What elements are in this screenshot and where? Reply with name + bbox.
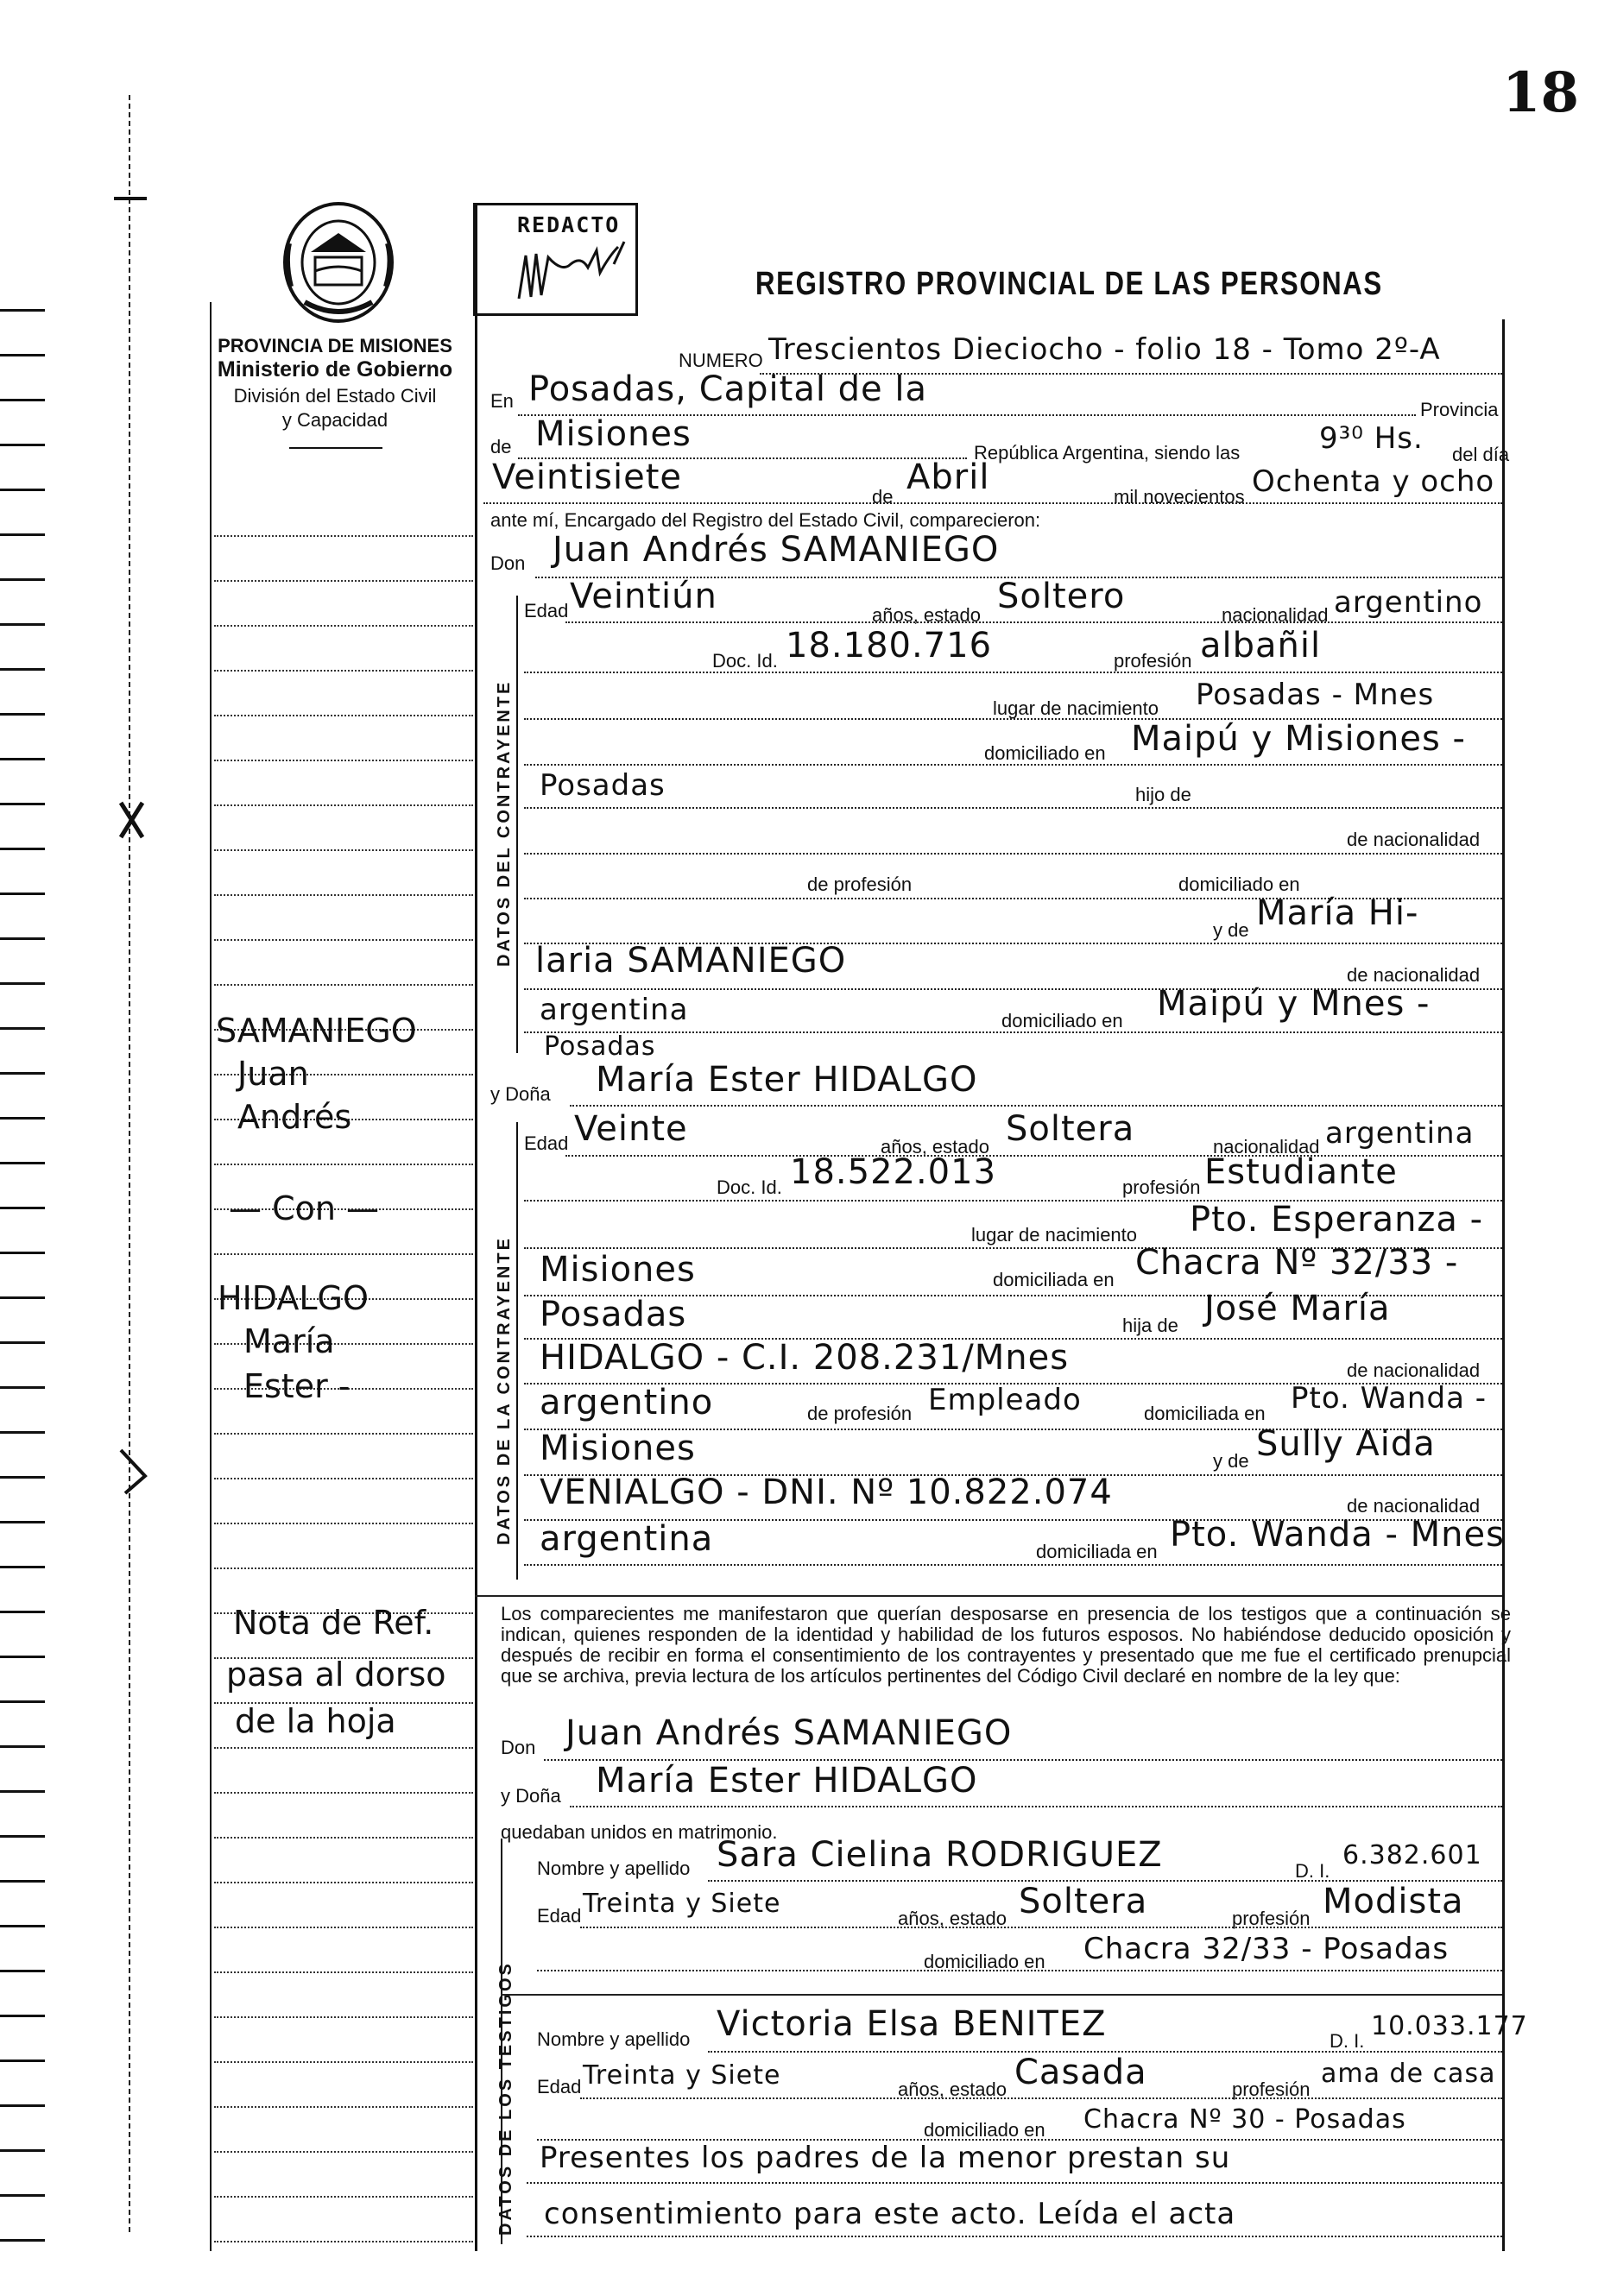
margin-tick: [0, 1521, 45, 1523]
quedaban-text: quedaban unidos en matrimonio.: [501, 1821, 778, 1843]
capacidad-label: y Capacidad: [281, 409, 388, 431]
sidebar-row-line: [214, 1253, 473, 1255]
t2-profesion-label: profesión: [1232, 2078, 1311, 2100]
margin-nombre-1b: Andrés: [237, 1098, 352, 1136]
margin-tick: [0, 893, 45, 895]
margin-tick: [0, 578, 45, 581]
f-edad-label: Edad: [524, 1132, 569, 1154]
margin-tick: [0, 489, 45, 491]
contrayente-f-madre-domicilio: Pto. Wanda - Mnes: [1170, 1515, 1505, 1555]
sidebar-row-line: [214, 2241, 473, 2242]
hijo-de-label: hijo de: [1135, 784, 1191, 805]
lugar-nacimiento-label: lugar de nacimiento: [993, 697, 1159, 719]
margin-tick: [0, 1252, 45, 1254]
sidebar-row-line: [214, 1747, 473, 1749]
sidebar-row-line: [214, 625, 473, 627]
f-lugar-label: lugar de nacimiento: [971, 1224, 1138, 1246]
sidebar-row-line: [214, 670, 473, 672]
sidebar-row-line: [214, 2061, 473, 2063]
sidebar-rule: [289, 447, 382, 449]
closing-line-1: [527, 2182, 1502, 2184]
sidebar-row-line: [214, 1971, 473, 1973]
contrayente-f-nacionalidad: argentina: [1325, 1116, 1475, 1151]
contrayente-f-estado: Soltera: [1006, 1109, 1135, 1149]
f-madre-domiciliada-label: domiciliada en: [1036, 1541, 1158, 1562]
edad-label: Edad: [524, 600, 569, 621]
f-y-de-label: y de: [1213, 1450, 1249, 1472]
margin-tick: [0, 2239, 45, 2242]
contrayente-madre-nacionalidad: argentina: [540, 993, 689, 1027]
profesion-label: profesión: [1114, 650, 1192, 672]
division-label: División del Estado Civil: [233, 385, 437, 407]
sidebar-row-line: [214, 1882, 473, 1883]
t2-anios-label: años, estado: [898, 2078, 1007, 2100]
registry-title: REGISTRO PROVINCIAL DE LAS PERSONAS: [755, 266, 1383, 302]
margin-tick: [0, 1790, 45, 1793]
domiciliado-label: domiciliado en: [984, 742, 1106, 764]
margin-tick: [0, 2194, 45, 2197]
margin-tick: [0, 1296, 45, 1299]
margin-tick: [0, 1027, 45, 1030]
f-nacionalidad-label: nacionalidad: [1213, 1136, 1320, 1157]
doc-line: [524, 672, 1502, 673]
seal-emblem-icon: [281, 200, 397, 325]
sidebar-row-line: [214, 1837, 473, 1839]
closing-line-2: [527, 2236, 1502, 2237]
madre-nacionalidad-label: de nacionalidad: [1347, 964, 1481, 986]
contrayente-f-edad: Veinte: [574, 1109, 688, 1149]
margin-tick: [0, 2104, 45, 2107]
margin-tick: [0, 1700, 45, 1703]
margin-tick: [0, 713, 45, 716]
margin-tick: [0, 1745, 45, 1748]
margin-tick: [0, 982, 45, 985]
contrayente-f-domicilio: Chacra Nº 32/33 -: [1135, 1243, 1459, 1283]
domiciliado2-label: domiciliado en: [1178, 874, 1300, 895]
margin-tick: [0, 1117, 45, 1120]
binding-thread: [95, 95, 190, 2253]
t2-domiciliado-label: domiciliado en: [924, 2119, 1045, 2141]
margin-tick: [0, 1162, 45, 1164]
sidebar-row-line: [214, 939, 473, 941]
margin-tick: [0, 1341, 45, 1344]
margin-tick: [0, 1207, 45, 1209]
margin-apellido-1: SAMANIEGO: [216, 1012, 417, 1050]
dia-line: [483, 502, 1502, 504]
f-profesion-label: profesión: [1122, 1176, 1201, 1198]
contrayente-f-padre-domicilio: Pto. Wanda -: [1291, 1381, 1487, 1416]
contrayente-f-padre-nacionalidad: argentino: [540, 1383, 714, 1422]
contrayente-madre: María Hi-: [1256, 893, 1419, 933]
decl-dona-value: María Ester HIDALGO: [596, 1761, 978, 1801]
t2-estado: Casada: [1014, 2053, 1147, 2092]
contrayente-f-madre-nacionalidad: argentina: [540, 1519, 714, 1559]
t2-edad-line: [580, 2097, 1502, 2099]
contrayente-f-padre: José María: [1204, 1289, 1391, 1328]
mes-value: Abril: [906, 457, 990, 497]
contrayente-domicilio: Maipú y Misiones -: [1131, 719, 1466, 759]
sidebar-left-border: [210, 302, 212, 2251]
f-padre-nacionalidad-label: de nacionalidad: [1347, 1359, 1481, 1381]
province-label: PROVINCIA DE MISIONES: [218, 335, 452, 356]
ministry-label: Ministerio de Gobierno: [217, 357, 453, 382]
margin-nota-3: de la hoja: [235, 1702, 396, 1740]
declaration-rule: [475, 1595, 1502, 1597]
margin-tick: [0, 848, 45, 850]
t1-nombre-label: Nombre y apellido: [537, 1858, 691, 1879]
f-de-profesion-label: de profesión: [807, 1403, 913, 1424]
declaration-text: Los comparecientes me manifestaron que querían desposarse en presencia de los testigos que a continuación se indican, quienes responden de la identidad y habilidad de los futuros esposos. No habiéndose deducido oposición y después de recibir en forma el consentimiento de los contrayentes y presentado que me fue el certificado prenupcial que se archiva, previa lectura de los artículos pertinentes del Código Civil declaré en nombre de la ley que:: [501, 1603, 1511, 1687]
t2-nombre: Victoria Elsa BENITEZ: [717, 2004, 1107, 2044]
t1-domiciliado-label: domiciliado en: [924, 1951, 1045, 1972]
don-label: Don: [490, 552, 526, 574]
republica-label: República Argentina, siendo las: [974, 442, 1241, 464]
nacionalidad-label: nacionalidad: [1222, 604, 1329, 626]
redacto-stamp: [473, 203, 638, 316]
margin-tick: [0, 1476, 45, 1479]
margin-tick: [0, 1386, 45, 1389]
margin-tick: [0, 937, 45, 940]
margin-nombre-2a: María: [243, 1322, 335, 1360]
mil-novecientos-label: mil novecientos: [1114, 486, 1245, 508]
ciudad-value: Posadas, Capital de la: [528, 369, 927, 409]
margin-tick: [0, 444, 45, 446]
contrayente-f-padre2: HIDALGO - C.I. 208.231/Mnes: [540, 1338, 1070, 1378]
numero-value: Trescientos Dieciocho - folio 18 - Tomo 2º-A: [768, 332, 1441, 367]
margin-tick: [0, 1072, 45, 1075]
margin-tick: [0, 1431, 45, 1434]
closing-line-2-text: consentimiento para este acto. Leída el acta: [544, 2197, 1236, 2231]
contrayente-nombre: Juan Andrés SAMANIEGO: [553, 530, 1000, 570]
page-number: 18: [1502, 60, 1580, 125]
contrayente-edad: Veintiún: [570, 577, 717, 616]
sidebar-row-line: [214, 580, 473, 582]
sidebar-row-line: [214, 849, 473, 851]
margin-tick: [0, 533, 45, 536]
t1-profesion-label: profesión: [1232, 1908, 1311, 1929]
domicilio-line: [524, 764, 1502, 766]
de-profesion-label: de profesión: [807, 874, 913, 895]
f-anios-estado-label: años, estado: [881, 1136, 989, 1157]
f-madre3-line: [524, 1564, 1502, 1566]
margin-tick: [0, 399, 45, 401]
contrayente-f-padre-profesion: Empleado: [928, 1383, 1082, 1417]
decl-don-value: Juan Andrés SAMANIEGO: [565, 1713, 1013, 1753]
f-domiciliada-label: domiciliada en: [993, 1269, 1115, 1290]
contrayente-madre-domicilio: Maipú y Mnes -: [1157, 984, 1431, 1024]
contrayente-f-profesion: Estudiante: [1204, 1152, 1398, 1192]
contrayente-madre-domicilio2: Posadas: [544, 1031, 656, 1062]
margin-tick: [0, 1970, 45, 1972]
contrayente-profesion: albañil: [1200, 626, 1322, 665]
stamp-label: REDACTO: [517, 212, 621, 237]
margin-tick: [0, 1566, 45, 1568]
padre-line: [524, 853, 1502, 855]
contrayente-f-lugar: Pto. Esperanza -: [1190, 1200, 1484, 1239]
main-left-border: [475, 205, 477, 2251]
contrayente-f-madre: Sully Aida: [1256, 1424, 1436, 1464]
sidebar-row-line: [214, 1927, 473, 1928]
margin-apellido-2: HIDALGO: [218, 1279, 369, 1317]
decl-dona-label: y Doña: [501, 1785, 561, 1807]
signature-icon: [510, 238, 631, 307]
provincia-label: Provincia: [1420, 399, 1499, 420]
margin-tick: [0, 1611, 45, 1613]
sidebar-row-line: [214, 1433, 473, 1435]
margin-tick: [0, 2149, 45, 2152]
closing-line-1-text: Presentes los padres de la menor prestan su: [540, 2141, 1231, 2175]
y-de-label: y de: [1213, 919, 1249, 941]
sidebar-row-line: [214, 2196, 473, 2198]
testigo-divider: [501, 1994, 1502, 1996]
contrayente-domicilio2: Posadas: [540, 768, 666, 803]
t2-edad-label: Edad: [537, 2076, 582, 2097]
t1-edad-line: [580, 1927, 1502, 1928]
t2-domicilio: Chacra Nº 30 - Posadas: [1083, 2104, 1406, 2135]
contrayente-f-doc: 18.522.013: [790, 1152, 997, 1192]
del-dia-label: del día: [1452, 444, 1510, 465]
sidebar-row-line: [214, 760, 473, 761]
t2-profesion: ama de casa: [1321, 2059, 1496, 2089]
provincia-value: Misiones: [535, 414, 692, 454]
margin-tick: [0, 668, 45, 671]
t2-nombre-label: Nombre y apellido: [537, 2028, 691, 2050]
f-padre-domiciliada-label: domiciliada en: [1144, 1403, 1266, 1424]
contrayente-f-lugar2: Misiones: [540, 1250, 696, 1290]
datos-testigos-label: DATOS DE LOS TESTIGOS: [496, 1961, 515, 2236]
sidebar-row-line: [214, 1567, 473, 1569]
margin-tick: [0, 354, 45, 356]
hija-de-label: hija de: [1122, 1315, 1178, 1336]
margin-tick: [0, 803, 45, 805]
contrayente-2-border: [516, 1122, 518, 1580]
dona-line: [570, 1105, 1502, 1107]
t1-nombre: Sara Cielina RODRIGUEZ: [717, 1835, 1163, 1875]
madre-domiciliado-label: domiciliado en: [1001, 1010, 1123, 1031]
datos-contrayente-f-label: DATOS DE LA CONTRAYENTE: [495, 1236, 514, 1545]
contrayente-f-madre2: VENIALGO - DNI. Nº 10.822.074: [540, 1473, 1113, 1512]
t2-di-label: D. I.: [1330, 2030, 1365, 2052]
t2-di: 10.033.177: [1371, 2011, 1528, 2041]
datos-contrayente-label: DATOS DEL CONTRAYENTE: [495, 679, 514, 967]
margin-nombre-1a: Juan: [237, 1055, 309, 1093]
contrayente-madre2: laria SAMANIEGO: [535, 941, 847, 981]
contrayente-1-border: [516, 596, 518, 1053]
sidebar-row-line: [214, 804, 473, 806]
margin-tick: [0, 623, 45, 626]
margin-tick: [0, 1656, 45, 1658]
t1-anios-label: años, estado: [898, 1908, 1007, 1929]
domicilio2-line: [524, 807, 1502, 809]
edad-line: [565, 621, 1502, 623]
margin-tick: [0, 1835, 45, 1838]
ante-mi-text: ante mí, Encargado del Registro del Estado Civil, comparecieron:: [490, 509, 1041, 531]
numero-label: NUMERO: [679, 350, 763, 371]
dia-value: Veintisiete: [492, 457, 682, 497]
margin-tick: [0, 1925, 45, 1927]
sidebar-row-line: [214, 1523, 473, 1524]
en-label: En: [490, 390, 514, 412]
margin-nombre-2b: Ester -: [243, 1367, 351, 1405]
margin-union: — Con —: [229, 1189, 380, 1227]
margin-tick: [0, 2015, 45, 2017]
margin-tick: [0, 758, 45, 760]
main-right-border: [1502, 319, 1505, 2251]
t2-edad: Treinta y Siete: [583, 2060, 781, 2091]
contrayente-nacionalidad: argentino: [1334, 585, 1483, 620]
t1-edad-label: Edad: [537, 1905, 582, 1927]
provincial-seal: [281, 200, 397, 325]
sidebar-row-line: [214, 894, 473, 896]
contrayente-f-nombre: María Ester HIDALGO: [596, 1060, 978, 1100]
t1-di: 6.382.601: [1342, 1840, 1482, 1870]
y-dona-label: y Doña: [490, 1083, 551, 1105]
sidebar-row-line: [214, 2151, 473, 2153]
f-doc-label: Doc. Id.: [717, 1176, 782, 1198]
hora-value: 9³⁰ Hs.: [1319, 421, 1424, 456]
f-madre-nacionalidad-label: de nacionalidad: [1347, 1495, 1481, 1517]
sidebar-row-line: [214, 1792, 473, 1794]
contrayente-estado: Soltero: [997, 577, 1126, 616]
margin-tick: [0, 2059, 45, 2062]
sidebar-row-line: [214, 535, 473, 537]
margin-tick: [0, 1880, 45, 1883]
contrayente-f-padre-domicilio2: Misiones: [540, 1429, 696, 1468]
margin-nota-2: pasa al dorso: [226, 1656, 446, 1694]
decl-don-label: Don: [501, 1737, 536, 1758]
anio-value: Ochenta y ocho: [1252, 464, 1495, 499]
de-label: de: [490, 436, 512, 457]
sidebar-row-line: [214, 1164, 473, 1165]
decl-dona-line: [570, 1806, 1502, 1807]
sidebar-row-line: [214, 2016, 473, 2018]
de-nacionalidad-label: de nacionalidad: [1347, 829, 1481, 850]
contrayente-doc: 18.180.716: [786, 626, 993, 665]
sidebar-row-line: [214, 715, 473, 716]
t1-domicilio: Chacra 32/33 - Posadas: [1083, 1932, 1450, 1966]
t1-profesion: Modista: [1323, 1882, 1464, 1921]
margin-tick: [0, 309, 45, 312]
sidebar-row-line: [214, 1478, 473, 1479]
de2-label: de: [872, 486, 894, 508]
contrayente-lugar: Posadas - Mnes: [1196, 678, 1435, 712]
contrayente-f-domicilio2: Posadas: [540, 1295, 687, 1334]
margin-nota-1: Nota de Ref.: [233, 1604, 434, 1642]
anios-estado-label: años, estado: [872, 604, 981, 626]
sidebar-row-line: [214, 2106, 473, 2108]
t1-di-label: D. I.: [1295, 1860, 1330, 1882]
t1-edad: Treinta y Siete: [583, 1889, 781, 1919]
doc-label: Doc. Id.: [712, 650, 778, 672]
sidebar-row-line: [214, 984, 473, 986]
t1-estado: Soltera: [1019, 1882, 1148, 1921]
